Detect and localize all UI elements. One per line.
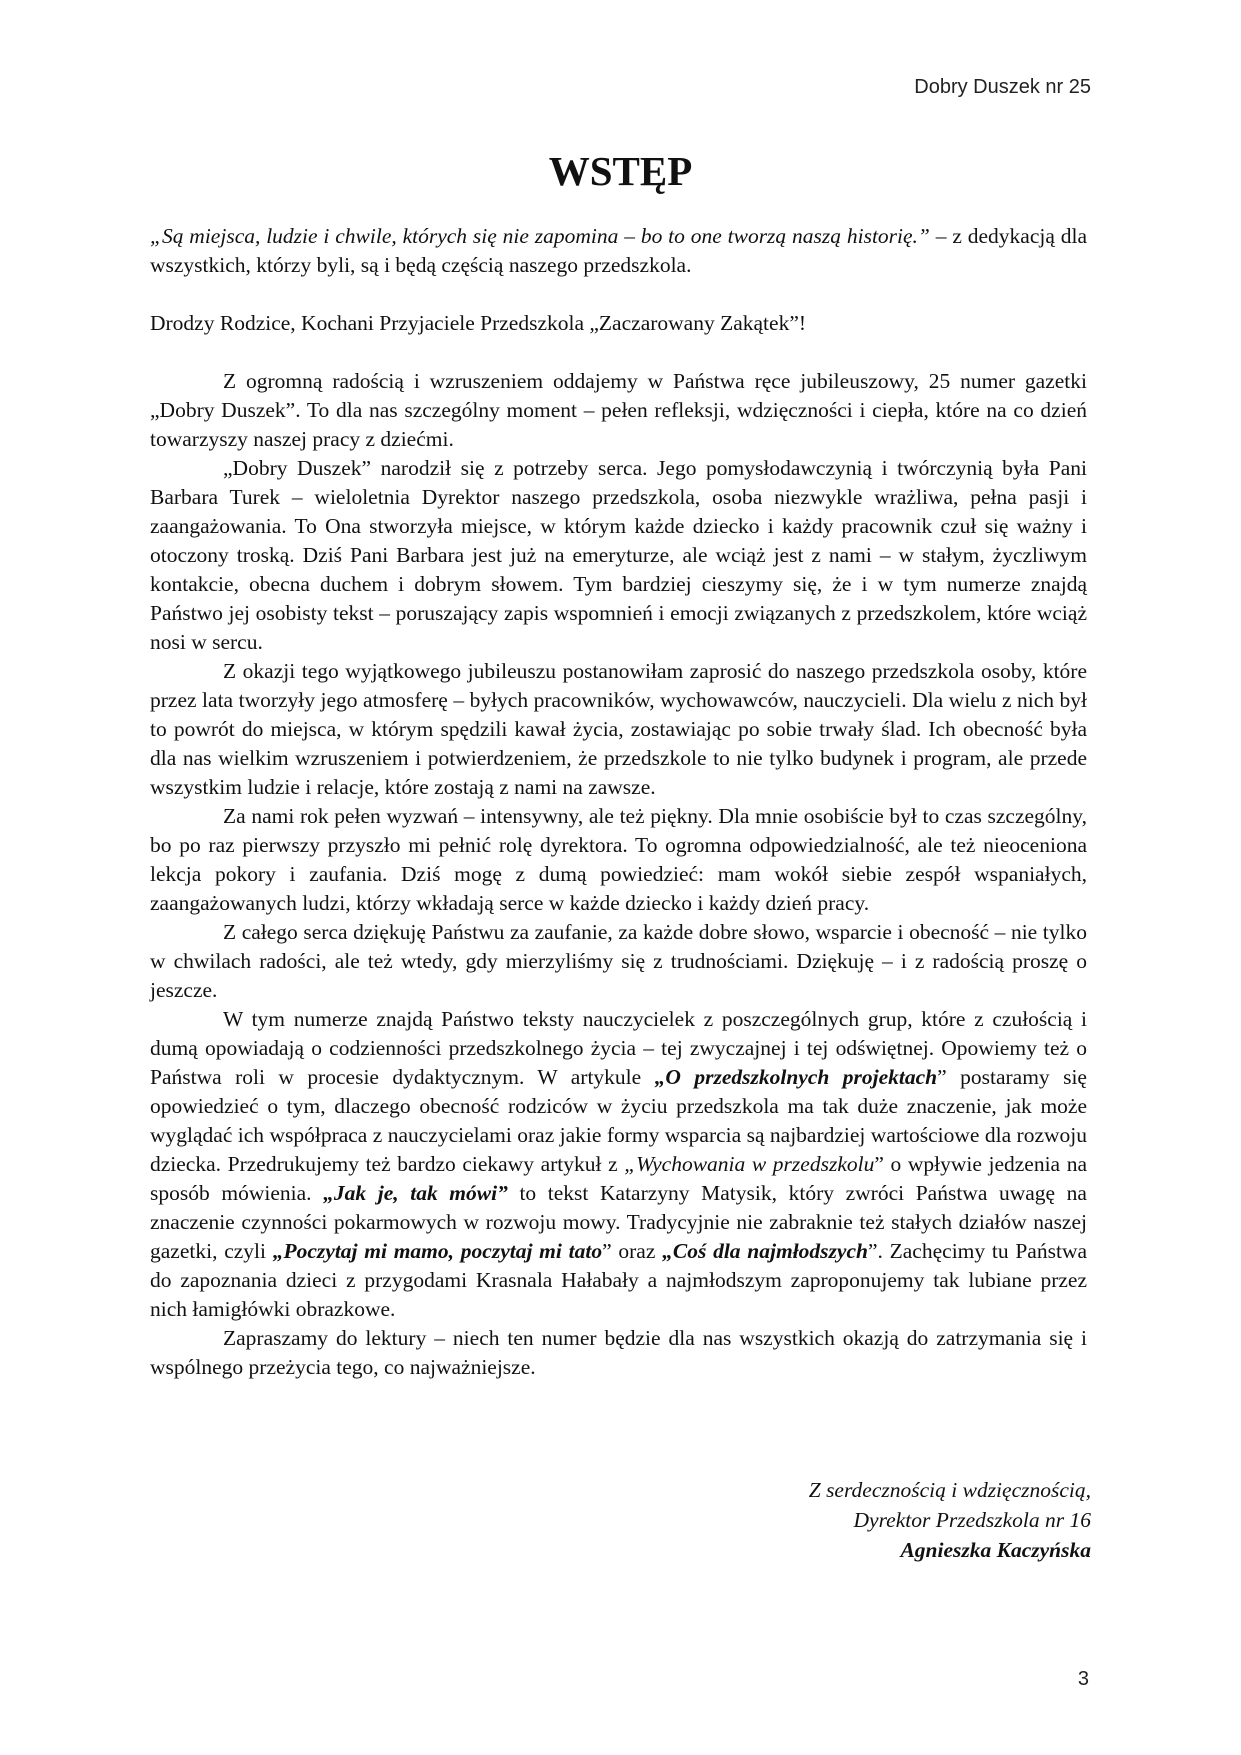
page-title: WSTĘP [548,148,693,194]
paragraph-5: Z całego serca dziękuję Państwu za zaufanie, za każde dobre słowo, wsparcie i obecność – nie tylko w chwilach radości, ale też wtedy, gdy mierzyliśmy się z trudnościami. Dziękuję – i z radością proszę o jeszcze. [150,920,1087,1002]
paragraph-1: Z ogromną radością i wzruszeniem oddajemy w Państwa ręce jubileuszowy, 25 numer gazetki „Dobry Duszek”. To dla nas szczególny moment – pełen refleksji, wdzięczności i ciepła, które na co dzień towarzyszy naszej pracy z dziećmi. [150,369,1087,451]
section-title-youngest: „Coś dla najmłodszych [662,1239,868,1263]
p6-text-1: W tym numerze znajdą Państwo teksty nauczycielek z poszczególnych grup, które z czułością i dumą opowiadają o codzienności przedszkolnego życia – tej zwyczajnej i tej odświętnej. Opowiemy też o Państwa roli w procesie dydaktycznym. W artykule [150,1007,1087,1089]
article-title-eating: „Jak je, tak mówi” [323,1181,508,1205]
signature-closing: Z serdecznością i wdzięcznością, [808,1478,1091,1502]
running-header: Dobry Duszek nr 25 [914,76,1091,98]
signature-name: Agnieszka Kaczyńska [900,1538,1091,1562]
p6-text-4: to tekst Katarzyny Matysik, który zwróci Państwa uwagę na znaczenie czynności pokarmowych w rozwoju mowy. Tradycyjnie nie zabraknie też stałych działów naszej gazetki, czyli [150,1181,1087,1263]
motto [150,222,1087,280]
article-title-projects: „O przedszkolnych projektach [654,1065,938,1089]
p6-text-5: ” oraz [602,1239,663,1263]
paragraph-3: Z okazji tego wyjątkowego jubileuszu postanowiłam zaprosić do naszego przedszkola osoby, które przez lata tworzyły jego atmosferę – byłych pracowników, wychowawców, nauczycieli. Dla wielu z nich był to powrót do miejsca, w którym spędzili kawał życia, zostawiając po sobie trwały ślad. Ich obecność była dla nas wielkim wzruszeniem i potwierdzeniem, że przedszkole to nie tylko budynek i program, ale przede wszystkim ludzie i relacje, które zostają z nami na zawsze. [150,659,1087,799]
greeting: Drodzy Rodzice, Kochani Przyjaciele Przedszkola „Zaczarowany Zakątek”! [150,311,807,335]
p6-text-6: ”. Zachęcimy tu Państwa do zapoznania dzieci z przygodami Krasnala Hałabały a najmłodszym zaproponujemy tak lubiane przez nich łamigłówki obrazkowe. [150,1239,1088,1321]
magazine-title: „Wychowania w przedszkolu [624,1152,875,1176]
section-title-reading: „Poczytaj mi mamo, poczytaj mi tato [272,1239,603,1263]
p6-text-2: ” postaramy się opowiedzieć o tym, dlaczego obecność rodziców w życiu przedszkola ma tak duże znaczenie, jak może wyglądać ich współpraca z nauczycielami oraz jakie formy wsparcia są najbardziej wartościowe dla rozwoju dziecka. Przedrukujemy też bardzo ciekawy artykuł z [150,1065,1087,1176]
paragraph-2: „Dobry Duszek” narodził się z potrzeby serca. Jego pomysłodawczynią i twórczynią była Pani Barbara Turek – wieloletnia Dyrektor naszego przedszkola, osoba niezwykle wrażliwa, pełna pasji i zaangażowania. To Ona stworzyła miejsce, w którym każde dziecko i każdy pracownik czuł się ważny i otoczony troską. Dziś Pani Barbara jest już na emeryturze, ale wciąż jest z nami – w stałym, życzliwym kontakcie, obecna duchem i dobrym słowem. Tym bardziej cieszymy się, że i w tym numerze znajdą Państwo jej osobisty tekst – poruszający zapis wspomnień i emocji związanych z przedszkolem, które wciąż nosi w sercu. [150,456,1087,654]
signature-block [809,1475,1091,1565]
paragraph-7: Zapraszamy do lektury – niech ten numer będzie dla nas wszystkich okazją do zatrzymania się i wspólnego przeżycia tego, co najważniejsze. [150,1326,1087,1379]
signature-role: Dyrektor Przedszkola nr 16 [853,1508,1091,1532]
page-number: 3 [1077,1668,1089,1690]
article-body [150,222,1087,1382]
p6-text-3: ” o wpływie jedzenia na sposób mówienia. [150,1152,1087,1205]
motto-dedication: – z dedykacją dla wszystkich, którzy byli, są i będą częścią naszego przedszkola. [150,224,1087,277]
paragraph-4: Za nami rok pełen wyzwań – intensywny, ale też piękny. Dla mnie osobiście był to czas szczególny, bo po raz pierwszy przyszło mi pełnić rolę dyrektora. To ogromna odpowiedzialność, ale też nieoceniona lekcja pokory i zaufania. Dziś mogę z dumą powiedzieć: mam wokół siebie zespół wspaniałych, zaangażowanych ludzi, którzy wkładają serce w każde dziecko i każdy dzień pracy. [150,804,1087,915]
paragraph-6 [150,1005,1087,1324]
motto-quote: „Są miejsca, ludzie i chwile, których się nie zapomina – bo to one tworzą naszą historię.” [150,224,930,248]
